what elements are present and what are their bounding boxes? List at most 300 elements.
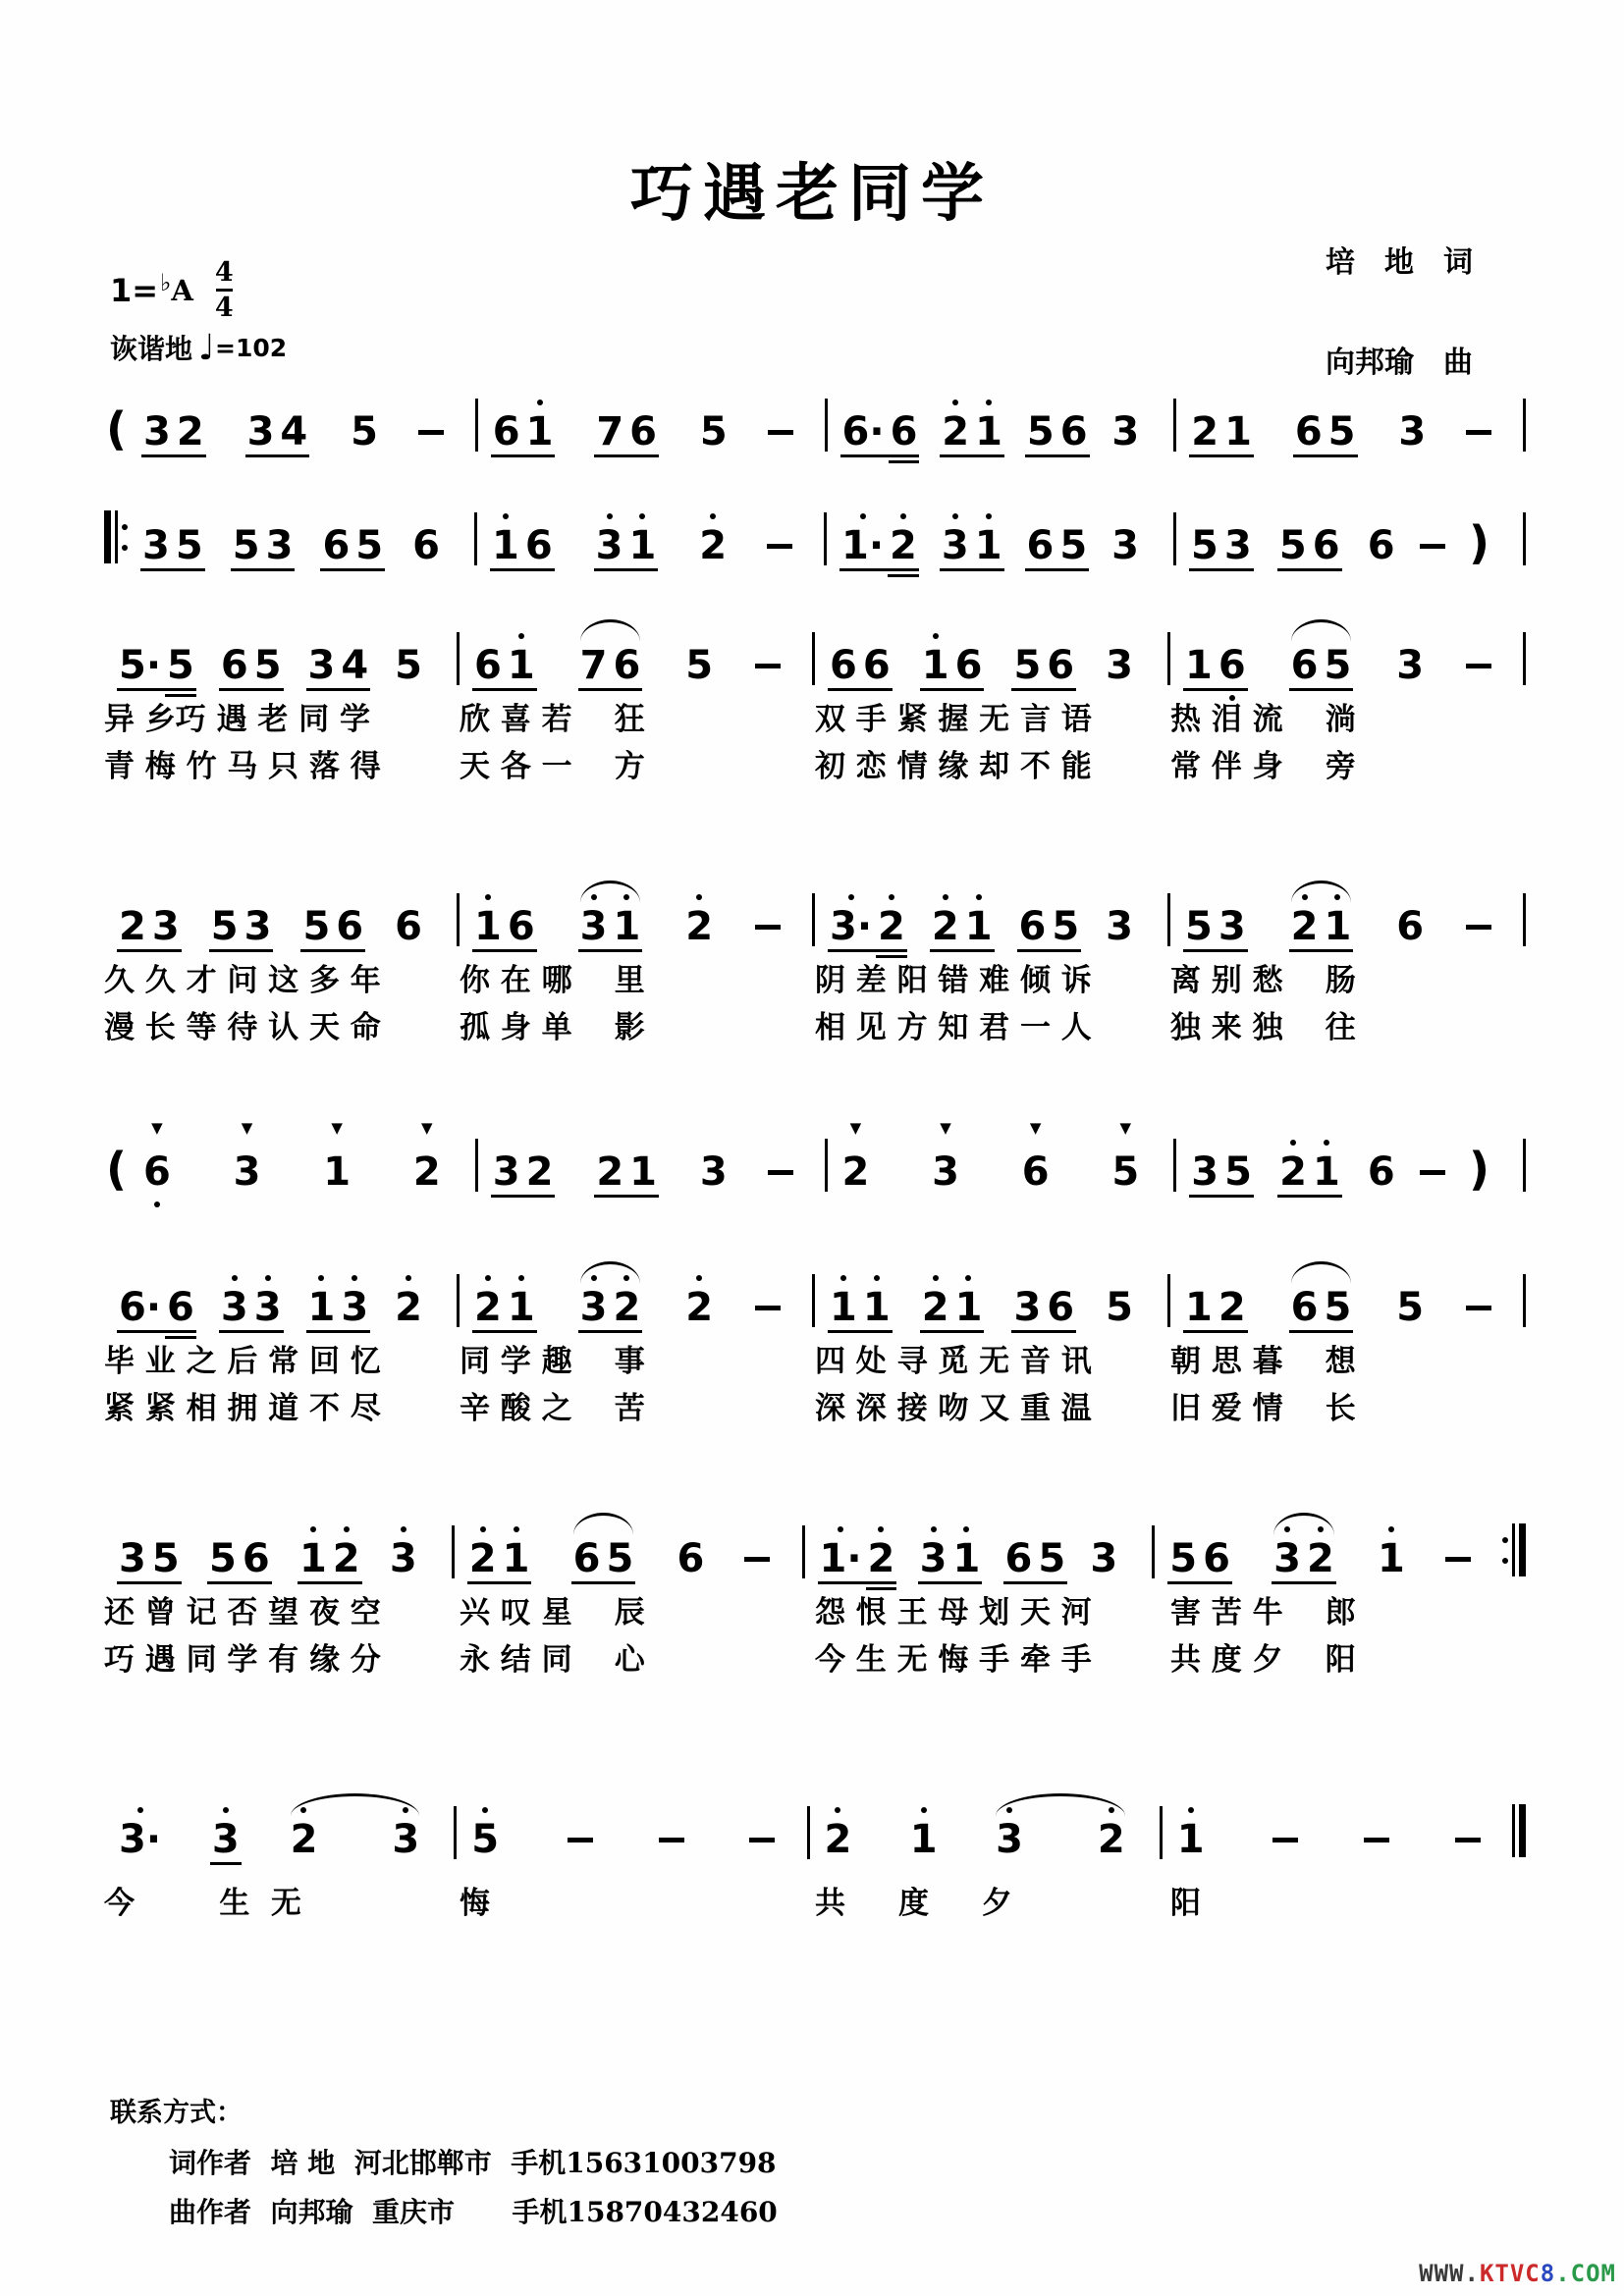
note: 6 xyxy=(164,1288,197,1327)
octave-dot-high xyxy=(639,513,645,519)
note: 1· xyxy=(839,526,887,565)
dash-rest xyxy=(1466,412,1491,452)
note-group xyxy=(392,1285,425,1330)
note: 2 xyxy=(919,1288,952,1327)
note-group xyxy=(218,643,285,688)
repeat-end-barline xyxy=(1502,1522,1526,1578)
measure xyxy=(828,1119,1174,1195)
note: 3 xyxy=(1396,643,1425,688)
octave-dot-high xyxy=(986,513,992,519)
measure xyxy=(104,904,457,949)
lyric-segment: 还 曾 记 否 望 夜 空 xyxy=(104,1596,381,1630)
note: 1 xyxy=(1321,907,1354,946)
measure xyxy=(460,904,812,949)
lyric-row xyxy=(104,1887,1526,1920)
note-row xyxy=(104,628,1526,688)
octave-dot-high xyxy=(503,513,509,519)
slur xyxy=(580,619,641,642)
note: 2 xyxy=(466,1539,500,1578)
slur xyxy=(573,1513,634,1535)
octave-dot-high xyxy=(1290,1140,1296,1146)
note: 5 xyxy=(351,409,378,454)
note: 5 xyxy=(302,904,331,949)
lyric-segment: 你 在 哪 里 xyxy=(460,964,645,998)
octave-dot-high xyxy=(1188,1807,1194,1813)
lyric-segment: 兴 叹 星 辰 xyxy=(460,1596,645,1630)
lyric-segment: 朝 思 暮 想 xyxy=(1170,1345,1356,1379)
watermark-part: KTVC xyxy=(1479,2260,1541,2287)
note: 6 xyxy=(1059,409,1088,454)
note: 1 xyxy=(1185,1285,1213,1330)
key-letter: A xyxy=(171,273,193,307)
note: 5 xyxy=(175,523,203,568)
meter-denominator: 4 xyxy=(214,293,234,323)
tempo-marking xyxy=(110,328,287,367)
note-group xyxy=(929,1119,962,1195)
note-row xyxy=(104,1270,1526,1330)
note-group xyxy=(839,1119,873,1195)
note: 3· xyxy=(827,907,875,946)
note-group xyxy=(1288,904,1355,949)
note-group xyxy=(907,1817,941,1862)
note-group xyxy=(1002,1536,1069,1581)
note: 3 xyxy=(265,523,294,568)
measure xyxy=(815,1285,1167,1330)
measure xyxy=(805,1536,1153,1581)
octave-dot-high xyxy=(485,1275,491,1281)
note-group xyxy=(230,523,297,568)
barline xyxy=(1523,1139,1526,1192)
note: 3· xyxy=(116,1820,164,1859)
note-group xyxy=(1188,523,1255,568)
octave-dot-high xyxy=(518,633,524,639)
tempo-expression: 诙谐地 xyxy=(110,333,193,365)
octave-dot-high xyxy=(835,1807,840,1813)
note: 6· xyxy=(119,1285,162,1330)
note-group xyxy=(939,523,1005,568)
note: 6 xyxy=(1367,1149,1395,1195)
octave-dot-high xyxy=(848,894,854,900)
barline xyxy=(1519,1523,1526,1576)
octave-dot-high xyxy=(485,894,491,900)
note-group xyxy=(218,1285,285,1330)
dash-rest xyxy=(1272,1820,1298,1859)
note-group xyxy=(1103,643,1136,688)
note: 2 xyxy=(1304,1539,1337,1578)
note-group xyxy=(697,409,731,454)
note-group xyxy=(577,904,644,949)
note: 2 xyxy=(176,409,204,454)
note-group xyxy=(471,1285,538,1330)
note: 6 xyxy=(474,643,502,688)
measure xyxy=(815,643,1167,688)
dash-rest xyxy=(659,1820,684,1859)
note: 1 xyxy=(827,1288,860,1327)
measure xyxy=(460,643,812,688)
note: 5 ▼ xyxy=(1111,1119,1140,1195)
note-group xyxy=(570,1536,637,1581)
note: 2 xyxy=(682,907,716,946)
parenthesis: ( xyxy=(106,1143,128,1196)
note: 5· xyxy=(119,643,162,688)
note-group xyxy=(1103,904,1136,949)
note: 2 xyxy=(596,1149,624,1195)
note-group xyxy=(1276,523,1343,568)
note: 1 xyxy=(972,526,1005,565)
measure xyxy=(1163,1817,1512,1862)
lyric-segment: 阴 差 阳 错 难 倾 诉 xyxy=(815,964,1092,998)
note: 1 xyxy=(629,1149,657,1195)
note: 3 xyxy=(993,1820,1026,1859)
slur xyxy=(291,1793,420,1816)
note: 6 xyxy=(1026,523,1055,568)
note: 3 xyxy=(1271,1539,1304,1578)
note-group xyxy=(827,643,893,688)
dash-rest xyxy=(768,1152,793,1192)
key-prefix: 1= xyxy=(110,271,159,309)
note: 6 xyxy=(524,523,553,568)
note-group xyxy=(116,1817,164,1862)
note-row xyxy=(104,508,1526,569)
accent-icon: ▼ xyxy=(331,1119,343,1137)
barline xyxy=(1512,1804,1515,1857)
lyric-segment: 紧 紧 相 拥 道 不 尽 xyxy=(104,1392,381,1426)
lyric-segment: 相 见 方 知 君 一 人 xyxy=(815,1011,1092,1045)
music-system xyxy=(104,628,1526,783)
lyric-segment: 共 度 夕 xyxy=(815,1887,1012,1921)
note: 2 xyxy=(392,1288,425,1327)
note-group xyxy=(409,523,443,568)
note: 2 xyxy=(525,1149,554,1195)
octave-dot-high xyxy=(840,1275,846,1281)
note-group xyxy=(299,904,366,949)
octave-dot-high xyxy=(265,1275,271,1281)
measure xyxy=(810,1817,1160,1862)
lyric-row xyxy=(104,1596,1526,1629)
parenthesis: ( xyxy=(106,402,128,455)
note-group xyxy=(817,1536,898,1581)
note-group xyxy=(1292,409,1359,454)
dash-rest xyxy=(568,1820,593,1859)
note-group xyxy=(1087,1536,1120,1581)
music-system xyxy=(104,508,1526,569)
dash-rest xyxy=(755,1288,781,1327)
slur xyxy=(1291,881,1352,903)
note: 5 xyxy=(253,643,282,688)
note: 4 xyxy=(280,409,308,454)
note: 3 xyxy=(338,1288,371,1327)
octave-dot-low xyxy=(154,1201,160,1207)
note: 6 xyxy=(395,904,422,949)
measure xyxy=(104,1817,454,1862)
note-group xyxy=(839,523,920,568)
note: 2 xyxy=(610,1288,643,1327)
note-group xyxy=(116,1536,183,1581)
note-group xyxy=(1395,409,1429,454)
note: 5 xyxy=(1396,1285,1425,1330)
note: 1 xyxy=(305,1288,339,1327)
note: 6 xyxy=(1018,904,1047,949)
octave-dot-high xyxy=(1324,1140,1329,1146)
key-signature xyxy=(110,259,234,321)
octave-dot-high xyxy=(965,1275,971,1281)
lyricist-contact: 词作者 培 地 河北邯郸市 手机15631003798 xyxy=(169,2147,777,2179)
octave-dot-high xyxy=(874,1275,880,1281)
note: 1 xyxy=(972,412,1005,452)
octave-dot-high xyxy=(318,1275,324,1281)
repeat-dots xyxy=(1502,1523,1508,1576)
note-group xyxy=(1393,904,1427,949)
measure xyxy=(1176,1143,1523,1196)
slur xyxy=(1291,619,1352,642)
octave-dot-high xyxy=(933,1275,939,1281)
lyric-segment: 今 生 无 悔 手 牵 手 xyxy=(815,1643,1092,1678)
note: 3 xyxy=(218,1288,251,1327)
note-group xyxy=(387,1536,420,1581)
lyric-segment: 今 生 无 xyxy=(104,1887,301,1921)
note-group xyxy=(244,409,311,454)
note-group xyxy=(348,409,381,454)
octave-dot-high xyxy=(352,1275,357,1281)
note: 5 xyxy=(1026,409,1055,454)
composer-credit: 向邦瑜 曲 xyxy=(1326,346,1473,380)
music-system xyxy=(104,1119,1526,1196)
note: 3 ▼ xyxy=(233,1119,261,1195)
note-group xyxy=(697,1149,731,1195)
note: 6 xyxy=(1290,643,1319,688)
music-system xyxy=(104,1802,1526,1920)
note: 2 xyxy=(682,1288,716,1327)
note-group xyxy=(392,643,425,688)
contact-heading: 联系方式： xyxy=(110,2098,243,2128)
octave-dot-high xyxy=(1388,1526,1394,1532)
note: 3 xyxy=(1111,409,1140,454)
measure xyxy=(104,1536,452,1581)
measure xyxy=(815,904,1167,949)
note: 6 xyxy=(1047,1285,1075,1330)
note: 3 xyxy=(151,904,180,949)
note-group xyxy=(208,904,275,949)
note-group xyxy=(682,904,716,949)
slur xyxy=(1273,1513,1334,1535)
note: 6 ▼ xyxy=(140,1152,174,1192)
octave-dot-high xyxy=(696,1275,702,1281)
note: 6· xyxy=(841,409,885,454)
note: 1 xyxy=(505,1288,538,1327)
note: 5 xyxy=(395,643,422,688)
measure xyxy=(477,523,824,568)
note: 2 xyxy=(1218,1285,1246,1330)
note-group xyxy=(410,1119,444,1195)
lyric-segment: 同 学 趣 事 xyxy=(460,1345,645,1379)
lyric-segment: 悔 xyxy=(460,1887,490,1921)
note: 5 xyxy=(1327,409,1356,454)
lyricist-credit: 培 地 词 xyxy=(1326,245,1473,280)
note-group xyxy=(139,523,206,568)
note: 2 xyxy=(865,1539,898,1578)
octave-dot-high xyxy=(838,1526,843,1532)
slur xyxy=(580,881,641,903)
dash-rest xyxy=(1364,1820,1389,1859)
lyric-segment: 辛 酸 之 苦 xyxy=(460,1392,645,1426)
dash-rest xyxy=(768,412,793,452)
note: 1 ▼ xyxy=(323,1119,352,1195)
lyric-segment: 异 乡巧 遇 老 同 学 xyxy=(104,703,370,737)
watermark-part: 8 xyxy=(1540,2260,1556,2287)
note: 5 xyxy=(210,904,239,949)
slur xyxy=(996,1793,1125,1816)
accent-icon: ▼ xyxy=(151,1119,163,1137)
accent-icon: ▼ xyxy=(849,1119,862,1137)
octave-dot-high xyxy=(401,1526,406,1532)
note: 5 xyxy=(1169,1536,1198,1581)
note: 1 xyxy=(907,1820,941,1859)
note: 5 xyxy=(1324,643,1352,688)
note: 6 xyxy=(954,643,983,688)
measure xyxy=(460,1285,812,1330)
lyric-segment: 孤 身 单 影 xyxy=(460,1011,645,1045)
note: 6 xyxy=(677,1536,705,1581)
barline xyxy=(1523,399,1526,452)
note: 3 xyxy=(917,1539,950,1578)
note-group xyxy=(206,1536,273,1581)
note-group xyxy=(1188,409,1255,454)
dot xyxy=(1502,1558,1508,1564)
measure xyxy=(1176,516,1523,569)
octave-dot-high xyxy=(921,1807,927,1813)
note: 6 xyxy=(613,643,641,688)
flat-icon: ♭ xyxy=(160,268,172,296)
note: 6 xyxy=(336,904,364,949)
note: 2 xyxy=(887,526,920,565)
barline xyxy=(104,510,111,563)
note-row xyxy=(104,1522,1526,1581)
dash-rest xyxy=(418,412,444,452)
note: 6 xyxy=(1004,1536,1033,1581)
lyric-row xyxy=(104,964,1526,997)
note: 1 xyxy=(962,907,996,946)
lyric-row xyxy=(104,1643,1526,1677)
measure xyxy=(104,643,457,688)
composer-contact: 曲作者 向邦瑜 重庆市 手机15870432460 xyxy=(169,2196,778,2228)
music-system xyxy=(104,1522,1526,1677)
note-group xyxy=(392,904,425,949)
note: 3 xyxy=(1111,523,1139,568)
note: 1 xyxy=(523,412,557,452)
octave-dot-high xyxy=(514,1526,519,1532)
note: 2 xyxy=(288,1820,321,1859)
measure xyxy=(1155,1536,1502,1581)
accent-icon: ▼ xyxy=(940,1119,951,1137)
note-group xyxy=(1166,1536,1233,1581)
note: 3 xyxy=(939,526,972,565)
note: 1 xyxy=(952,1288,986,1327)
note: 2 xyxy=(1276,1152,1310,1192)
note-group xyxy=(682,643,716,688)
note: 2 xyxy=(875,907,908,946)
note: 5 xyxy=(355,523,384,568)
note-group xyxy=(1109,1119,1142,1195)
note: 6 xyxy=(507,904,535,949)
octave-dot-high xyxy=(952,513,958,519)
measure xyxy=(129,1119,475,1195)
note: 1 xyxy=(297,1539,330,1578)
note-group xyxy=(993,1817,1128,1862)
barline xyxy=(1523,893,1526,946)
note: 3 xyxy=(246,409,275,454)
note-group xyxy=(116,1285,197,1330)
note-group xyxy=(1016,904,1083,949)
note-group xyxy=(1271,1536,1337,1581)
note-group xyxy=(593,523,660,568)
note: 3 xyxy=(143,409,171,454)
note-group xyxy=(674,1536,707,1581)
note: 3 xyxy=(142,523,170,568)
lyric-segment: 共 度 夕 阳 xyxy=(1170,1643,1356,1678)
note: 5 xyxy=(468,1820,502,1859)
note-group xyxy=(116,643,197,688)
note: 5 xyxy=(1191,523,1218,568)
note-group xyxy=(1288,1285,1355,1330)
measure xyxy=(455,1536,802,1581)
note: 3 xyxy=(387,1539,420,1578)
note: 5 xyxy=(1278,523,1307,568)
note: 2 xyxy=(1095,1820,1128,1859)
measure xyxy=(128,523,474,568)
note: 2 ▼ xyxy=(412,1119,441,1195)
note-group xyxy=(929,904,996,949)
note-group xyxy=(305,1285,372,1330)
note: 1 xyxy=(489,526,522,565)
note-group xyxy=(1188,1149,1255,1195)
dash-rest xyxy=(744,1539,770,1578)
note: 2 xyxy=(696,526,730,565)
note: 6 xyxy=(322,523,351,568)
note-group xyxy=(917,1536,984,1581)
note: 5 xyxy=(606,1536,634,1581)
measure xyxy=(457,1817,806,1862)
lyric-row xyxy=(104,1011,1526,1044)
note-group xyxy=(320,1119,353,1195)
note: 3 xyxy=(492,1149,520,1195)
note-group xyxy=(1182,643,1249,688)
note: 3 xyxy=(251,1288,285,1327)
note: 1 xyxy=(625,526,659,565)
note: 5 xyxy=(1038,1536,1066,1581)
note: 6 xyxy=(220,643,248,688)
parenthesis: ) xyxy=(1468,516,1489,569)
lyric-segment: 青 梅 竹 马 只 落 得 xyxy=(104,750,381,784)
lyric-segment: 永 结 同 心 xyxy=(460,1643,645,1678)
note-group xyxy=(577,643,644,688)
note: 6 xyxy=(1367,523,1395,568)
note: 3 xyxy=(389,1820,422,1859)
note: 4 xyxy=(341,643,369,688)
time-signature xyxy=(215,259,234,321)
note: 3 xyxy=(209,1820,243,1859)
lyric-segment: 离 别 愁 肠 xyxy=(1170,964,1356,998)
dash-rest xyxy=(1420,526,1445,565)
note-group xyxy=(468,1817,502,1862)
octave-dot-high xyxy=(607,513,613,519)
note: 1 xyxy=(1224,409,1252,454)
accent-icon: ▼ xyxy=(421,1119,433,1137)
note: 3 xyxy=(307,643,336,688)
note-group xyxy=(140,1119,174,1195)
note-group xyxy=(1288,643,1355,688)
note: 5 xyxy=(232,523,260,568)
note: 1 xyxy=(1174,1820,1208,1859)
